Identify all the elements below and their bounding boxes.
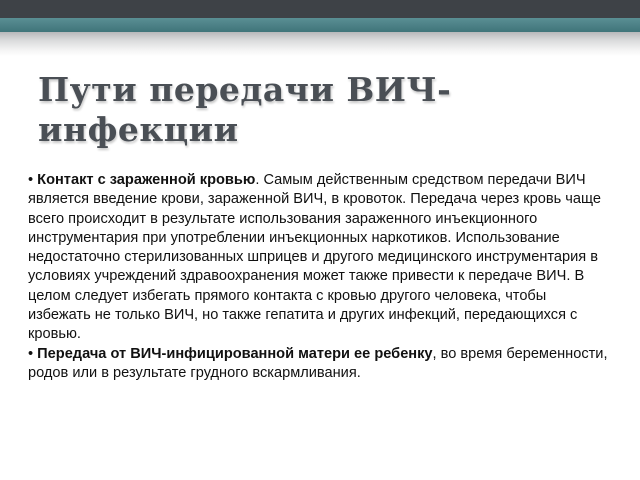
header-shadow <box>0 32 640 56</box>
bullet-body-text: , во время беременности, родов или в результате грудного вскармливания. <box>28 345 608 381</box>
bullet-body-text: . Самым действенным средством передачи ВИЧ является введение крови, зараженной ВИЧ, в кровоток. Передача через кровь чаще всего происходит в результате использования зараженного инъекционного инструментария при употреблении инъекционных наркотиков. Использование недостаточно стерилизованных шприцев и другого медицинского инструментария в условиях учреждений здравоохранения может также привести к передаче ВИЧ. В целом следует избегать прямого контакта с кровью другого человека, чтобы избежать не только ВИЧ, но также гепатита и других инфекций, передающихся с кровью. <box>28 172 601 343</box>
bullet-lead-text: Контакт с зараженной кровью <box>37 172 256 188</box>
slide-body <box>28 171 610 383</box>
bullet-item-blood-contact <box>28 171 610 345</box>
header-accent-band <box>0 18 640 32</box>
header-dark-band <box>0 0 640 18</box>
bullet-item-mother-to-child <box>28 345 610 384</box>
bullet-icon: • <box>28 345 34 362</box>
bullet-lead-text: Передача от ВИЧ-инфицированной матери ее ребенку <box>37 345 433 362</box>
bullet-icon: • <box>28 172 34 188</box>
slide-title: Пути передачи ВИЧ-инфекции <box>38 70 452 149</box>
